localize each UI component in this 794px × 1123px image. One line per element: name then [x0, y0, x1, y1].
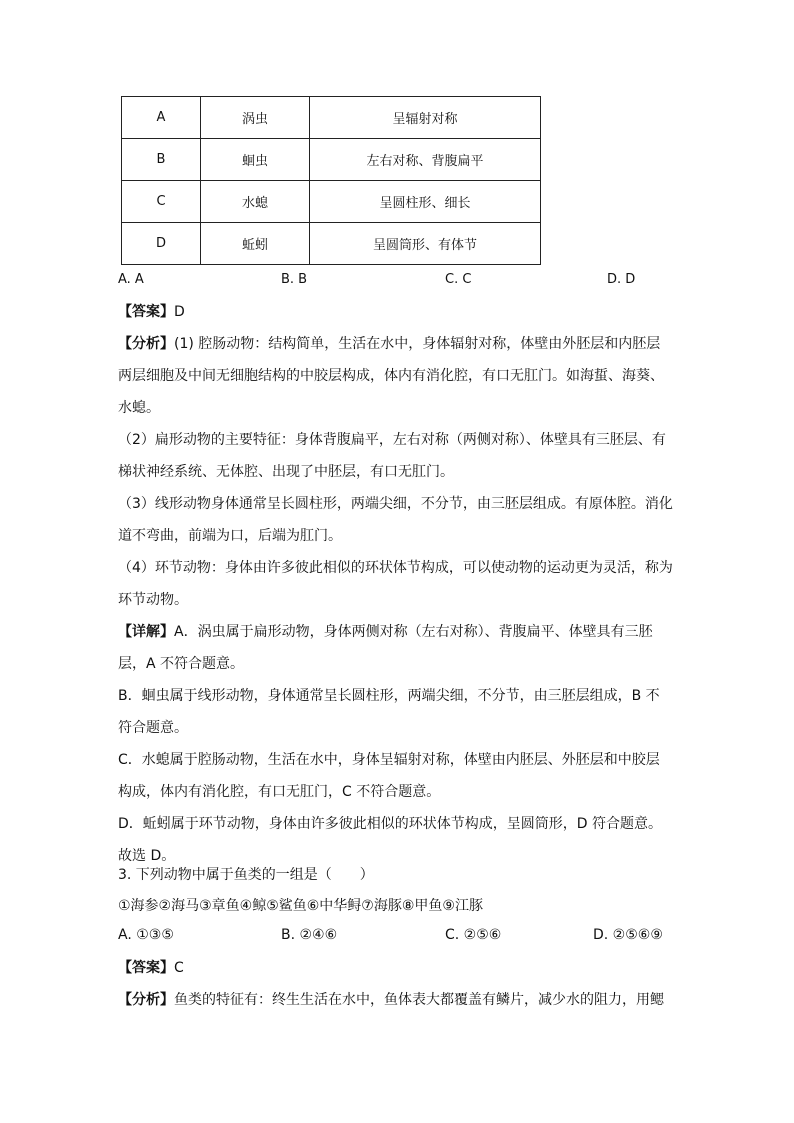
question2-options — [118, 272, 678, 292]
analysis-label: 【分析】 — [118, 992, 174, 1008]
table-cell: C — [122, 181, 201, 223]
table-cell: 水螅 — [201, 181, 310, 223]
table-cell: A — [122, 97, 201, 139]
analysis-line: 梯状神经系统、无体腔、出现了中胚层，有口无肛门。 — [118, 464, 454, 480]
analysis-label: 【分析】 — [118, 336, 174, 352]
detail-line: 层，A 不符合题意。 — [118, 656, 245, 672]
detail-label: 【详解】 — [118, 624, 174, 640]
table-cell: 呈圆柱形、细长 — [310, 181, 541, 223]
analysis-line: 水螅。 — [118, 400, 160, 416]
answer-value: D — [174, 304, 185, 320]
answer-label: 【答案】 — [118, 960, 174, 976]
detail-text: A．涡虫属于扁形动物，身体两侧对称（左右对称）、背腹扁平、体壁具有三胚 — [174, 624, 653, 640]
analysis-line — [118, 334, 660, 354]
option-c: C. C — [445, 272, 472, 287]
table-row — [122, 181, 541, 223]
option-d: D. D — [607, 272, 636, 287]
detail-line: 构成，体内有消化腔，有口无肛门，C 不符合题意。 — [118, 784, 441, 800]
option-b: B. ②④⑥ — [281, 927, 338, 943]
table-row — [122, 223, 541, 265]
detail-line: 故选 D。 — [118, 848, 176, 864]
detail-line: C．水螅属于腔肠动物，生活在水中，身体呈辐射对称，体壁由内胚层、外胚层和中胶层 — [118, 752, 660, 768]
table-cell: D — [122, 223, 201, 265]
analysis-line: 环节动物。 — [118, 592, 188, 608]
table-cell: 呈辐射对称 — [310, 97, 541, 139]
analysis-line: （3）线形动物身体通常呈长圆柱形，两端尖细，不分节，由三胚层组成。有原体腔。消化 — [118, 496, 673, 512]
option-a: A. A — [118, 272, 144, 287]
analysis-line: 道不弯曲，前端为口，后端为肛门。 — [118, 528, 342, 544]
option-b: B. B — [281, 272, 308, 287]
detail-line: 符合题意。 — [118, 720, 188, 736]
table-row — [122, 97, 541, 139]
option-c: C. ②⑤⑥ — [445, 927, 502, 943]
analysis-line: （4）环节动物：身体由许多彼此相似的环状体节构成，可以使动物的运动更为灵活，称为 — [118, 560, 673, 576]
table-cell: 涡虫 — [201, 97, 310, 139]
answer-value: C — [174, 960, 184, 976]
answer-label: 【答案】 — [118, 304, 174, 320]
detail-line: D．蚯蚓属于环节动物，身体由许多彼此相似的环状体节构成，呈圆筒形，D 符合题意。 — [118, 816, 663, 832]
table-row — [122, 139, 541, 181]
answer-line — [118, 302, 185, 322]
analysis-text: (1) 腔肠动物：结构简单，生活在水中，身体辐射对称，体壁由外胚层和内胚层 — [174, 336, 661, 352]
question-3-items: ①海参②海马③章鱼④鲸⑤鲨鱼⑥中华鲟⑦海豚⑧甲鱼⑨江豚 — [118, 898, 483, 914]
question-3: 3. 下列动物中属于鱼类的一组是（ ） — [118, 867, 374, 883]
question3-options — [118, 927, 678, 947]
table-cell: 呈圆筒形、有体节 — [310, 223, 541, 265]
option-d: D. ②⑤⑥⑨ — [593, 927, 663, 943]
option-a: A. ①③⑤ — [118, 927, 174, 943]
answer-line — [118, 958, 184, 978]
analysis-text: 鱼类的特征有：终生生活在水中，鱼体表大都覆盖有鳞片，减少水的阻力，用鳃 — [174, 992, 664, 1008]
table-cell: 蛔虫 — [201, 139, 310, 181]
table-cell: 左右对称、背腹扁平 — [310, 139, 541, 181]
analysis-line: （2）扁形动物的主要特征：身体背腹扁平，左右对称（两侧对称）、体壁具有三胚层、有 — [118, 432, 666, 448]
detail-line — [118, 622, 653, 642]
table-cell: 蚯蚓 — [201, 223, 310, 265]
detail-line: B．蛔虫属于线形动物，身体通常呈长圆柱形，两端尖细，不分节，由三胚层组成，B 不 — [118, 688, 660, 704]
analysis-line — [118, 990, 664, 1010]
table-cell: B — [122, 139, 201, 181]
animal-table — [121, 96, 541, 265]
analysis-line: 两层细胞及中间无细胞结构的中胶层构成，体内有消化腔，有口无肛门。如海蜇、海葵、 — [118, 368, 664, 384]
